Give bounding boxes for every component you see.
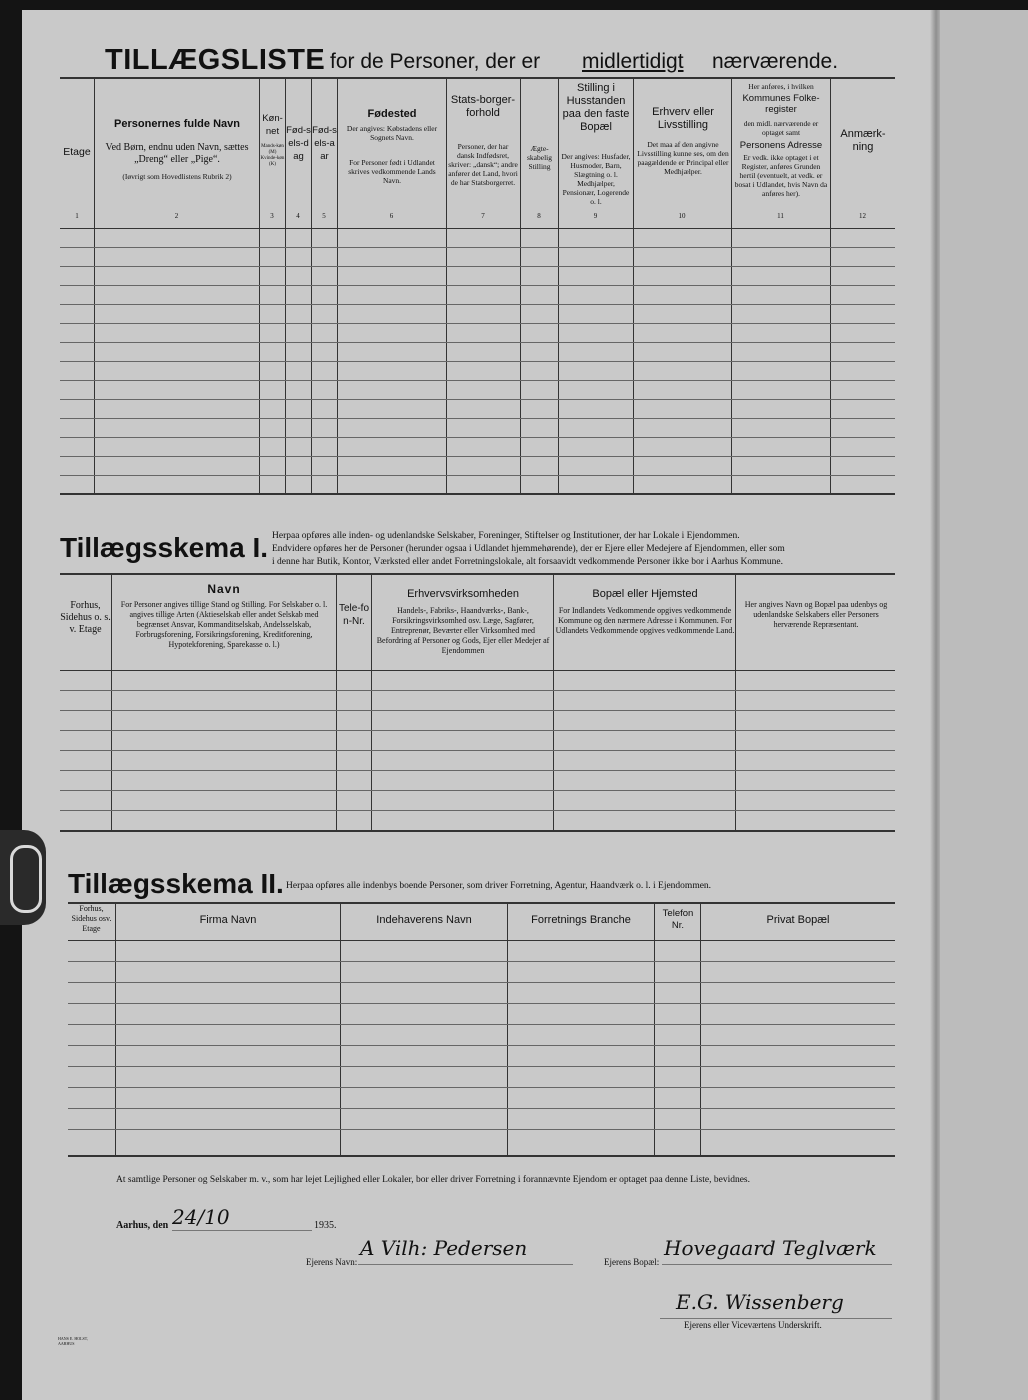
col-number: 10 — [678, 212, 686, 220]
year-label: 1935. — [314, 1220, 337, 1231]
binder-clip-ring — [10, 845, 42, 913]
table-row — [60, 342, 895, 343]
col-number: 12 — [859, 212, 866, 220]
schema1-table-bottom — [60, 830, 895, 832]
owner-home-handwritten: Hovegaard Teglværk — [664, 1236, 877, 1260]
col9-header: Stilling i Husstanden paa den faste Bopæl — [562, 82, 630, 133]
table-row — [60, 750, 895, 751]
col-divider — [111, 573, 112, 831]
col-number: 2 — [174, 212, 179, 220]
col5-header: Fød-sels-aar — [312, 125, 337, 162]
schema1-intro-line1: Herpaa opføres alle inden- og udenlandske Selskaber, Foreninger, Stiftelser og Institutioner, der har Lokale i Ejendommen. — [272, 531, 740, 541]
table-row — [68, 1066, 895, 1067]
col-divider — [507, 902, 508, 1156]
handwritten-date: 24/10 — [172, 1205, 230, 1229]
table-row — [60, 285, 895, 286]
attestation-statement: At samtlige Personer og Selskaber m. v., som har lejet Lejlighed eller Lokaler, bor eller driver Forretning i forannævnte Ejendom er optaget paa denne Liste, bevidnes. — [116, 1175, 750, 1185]
schema1-table-top — [60, 573, 895, 575]
schema2-col-phone: Telefon Nr. — [662, 908, 694, 931]
table-row — [60, 418, 895, 419]
table-row — [60, 810, 895, 811]
col-number: 1 — [75, 212, 79, 220]
col6-header: Fødested — [367, 108, 417, 120]
table-row — [60, 247, 895, 248]
col-divider — [340, 902, 341, 1156]
schema1-col-floor: Forhus, Sidehus o. s. v. Etage — [60, 600, 111, 635]
schema1-intro-line2: Endvidere opføres her de Personer (herunder ogsaa i Udlandet hjemmehørende), der er Ejere eller Medejere af Ejendommen, eller som — [272, 544, 785, 554]
owner-name-label: Ejerens Navn: — [306, 1257, 358, 1267]
schema2-col-home: Privat Bopæl — [766, 914, 830, 926]
schema2-col-floor: Forhus, Sidehus osv. Etage — [71, 904, 112, 933]
col-number: 5 — [322, 212, 326, 220]
main-title-end: nærværende. — [712, 50, 839, 73]
col6-note: Der angives: Købstadens eller Sognets Navn. — [346, 124, 438, 142]
col7-header: Stats-borger-forhold — [450, 94, 516, 119]
owner-home-line — [662, 1264, 892, 1265]
table-row — [68, 1045, 895, 1046]
table-row — [60, 437, 895, 438]
col10-note: Det maa af den angivne Livsstilling kunne ses, om den paagældende er Principal eller Medhjælper. — [637, 140, 729, 176]
table-row — [60, 456, 895, 457]
schema1-col-name-head: Navn — [207, 582, 241, 596]
table-row — [60, 475, 895, 476]
schema2-table-top — [68, 902, 895, 904]
owner-home-label: Ejerens Bopæl: — [604, 1257, 660, 1267]
table-row — [60, 690, 895, 691]
owner-name-handwritten: A Vilh: Pedersen — [360, 1236, 528, 1260]
table-row — [68, 1129, 895, 1130]
table-row — [68, 982, 895, 983]
main-title-underlined: midlertidigt — [582, 50, 684, 73]
col10-header: Erhverv eller Livsstilling — [652, 106, 714, 131]
col-divider — [700, 902, 701, 1156]
owner-name-line — [358, 1264, 573, 1265]
col-number: 7 — [481, 212, 485, 220]
table-row — [60, 304, 895, 305]
col-divider — [371, 573, 372, 831]
col-divider — [654, 902, 655, 1156]
col11-header: Personens Adresse — [739, 140, 823, 151]
col-number: 8 — [537, 212, 541, 220]
table-row — [68, 1024, 895, 1025]
main-title-bold: TILLÆGSLISTE — [105, 44, 326, 76]
schema1-header-bottom — [60, 670, 895, 671]
table-row — [60, 361, 895, 362]
table-row — [60, 770, 895, 771]
col3-note: Mands-køn (M) Kvinde-køn (K) — [260, 144, 285, 167]
schema1-col-business-note: Handels-, Fabriks-, Haandværks-, Bank-, Forsikringsvirksomhed osv. Læge, Sagfører, Entreprenør, Beværter eller Virksomhed med Befordring af Personer og Gods, Ejer eller Medejer af Ejendommen — [376, 606, 550, 655]
col11-note-top: Her anføres, i hvilken — [748, 82, 814, 91]
schema1-col-name-note: For Personer angives tillige Stand og Stilling. For Selskaber o. l. angives tillige Arten (Aktieselskab eller andet Selskab med begrænset Ansvar, Kommanditselskab, Andelsselskab, Forbrugsforening, Forsikringsforening, Kreditforening, Hypotekforening, Sparekasse o. l.) — [120, 600, 328, 649]
col3-header: Køn-net — [262, 113, 283, 137]
col11-head-top: Kommunes Folke-register — [742, 93, 820, 115]
schema1-col-business-head: Erhvervsvirksomheden — [407, 588, 519, 600]
col-divider — [735, 573, 736, 831]
schema2-col-branch: Forretnings Branche — [531, 914, 631, 926]
schema1-intro-line3: i denne har Butik, Kontor, Værksted eller andet Forretningslokale, alt forsaavidt vedkommende Personer ikke bor i Aarhus Kommune. — [272, 557, 784, 567]
schema2-title: Tillægsskema II. — [68, 868, 284, 899]
next-page-edge — [940, 10, 1028, 1400]
col12-header: Anmærk-ning — [840, 128, 886, 153]
table-row — [68, 1087, 895, 1088]
col6-note2: For Personer født i Udlandet skrives vedkommende Lands Navn. — [348, 158, 436, 185]
city-date-label: Aarhus, den — [116, 1220, 169, 1231]
table-row — [60, 710, 895, 711]
col2-note2: (Iøvrigt som Hovedlistens Rubrik 2) — [122, 172, 232, 181]
col2-note: Ved Børn, endnu uden Navn, sættes „Dreng“ eller „Pige“. — [105, 142, 249, 165]
table-row — [68, 961, 895, 962]
schema1-title: Tillægsskema I. — [60, 532, 269, 563]
table-row — [60, 380, 895, 381]
col1-header: Etage — [63, 146, 91, 158]
schema1-col-rep-note: Her angives Navn og Bopæl paa udenbys og udenlandske Selskabers eller Personers herværende Repræsentant. — [744, 600, 888, 629]
col-number: 11 — [777, 212, 784, 220]
table-row — [60, 790, 895, 791]
col4-header: Fød-sels-dag — [286, 125, 311, 162]
schema2-header-bottom — [68, 940, 895, 941]
schema1-col-home-note: For Indlandets Vedkommende opgives vedkommende Kommune og den nærmere Adresse i Kommunen. For Udlandets Vedkommende opgives vedkommende Land. — [555, 606, 735, 635]
col-number: 3 — [270, 212, 274, 220]
schema2-intro: Herpaa opføres alle indenbys boende Personer, som driver Forretning, Agentur, Haandværk o. l. i Ejendommen. — [286, 881, 712, 891]
col9-note: Der angives: Husfader, Husmoder, Barn, Slægtning o. l. Medhjælper, Pensionær, Logerende o. l. — [561, 152, 631, 206]
col11-note-mid: den midl. nærværende er optaget samt — [743, 119, 819, 137]
table-row — [68, 1108, 895, 1109]
main-table-bottom — [60, 493, 895, 495]
schema2-col-firm: Firma Navn — [199, 914, 257, 926]
main-table-top — [60, 77, 895, 79]
table-row — [60, 323, 895, 324]
signature-handwritten: E.G. Wissenberg — [676, 1290, 844, 1314]
col7-note: Personer, der har dansk Indfødsret, skriver: „dansk“; andre anfører det Land, hvori de har Statsborgerret. — [448, 142, 518, 187]
col-number: 6 — [389, 212, 394, 220]
printer-mark: HANS E. HOLST, AARHUS — [58, 1336, 88, 1346]
main-table-header-bottom — [60, 228, 895, 229]
main-title-rest: for de Personer, der er — [330, 50, 541, 73]
table-row — [60, 399, 895, 400]
table-row — [60, 266, 895, 267]
col-divider — [115, 902, 116, 1156]
schema1-col-phone: Tele-fon-Nr. — [338, 603, 369, 627]
table-row — [68, 1003, 895, 1004]
col-number: 9 — [593, 212, 598, 220]
schema2-table-bottom — [68, 1155, 895, 1157]
schema1-col-home-head: Bopæl eller Hjemsted — [592, 588, 698, 600]
col11-note: Er vedk. ikke optaget i et Register, anføres Grunden hertil (eventuelt, at vedk. er bosat i Udlandet, hvis Navn da anføres her). — [734, 153, 828, 198]
schema2-col-owner: Indehaverens Navn — [376, 914, 472, 926]
signature-line — [660, 1318, 892, 1319]
table-row — [60, 730, 895, 731]
col-divider — [553, 573, 554, 831]
signature-label: Ejerens eller Viceværtens Underskrift. — [684, 1320, 822, 1330]
col2-header: Personernes fulde Navn — [114, 118, 240, 130]
col8-note: Ægte-skabelig Stilling — [527, 144, 552, 171]
date-line — [172, 1230, 312, 1231]
col-number: 4 — [296, 212, 300, 220]
